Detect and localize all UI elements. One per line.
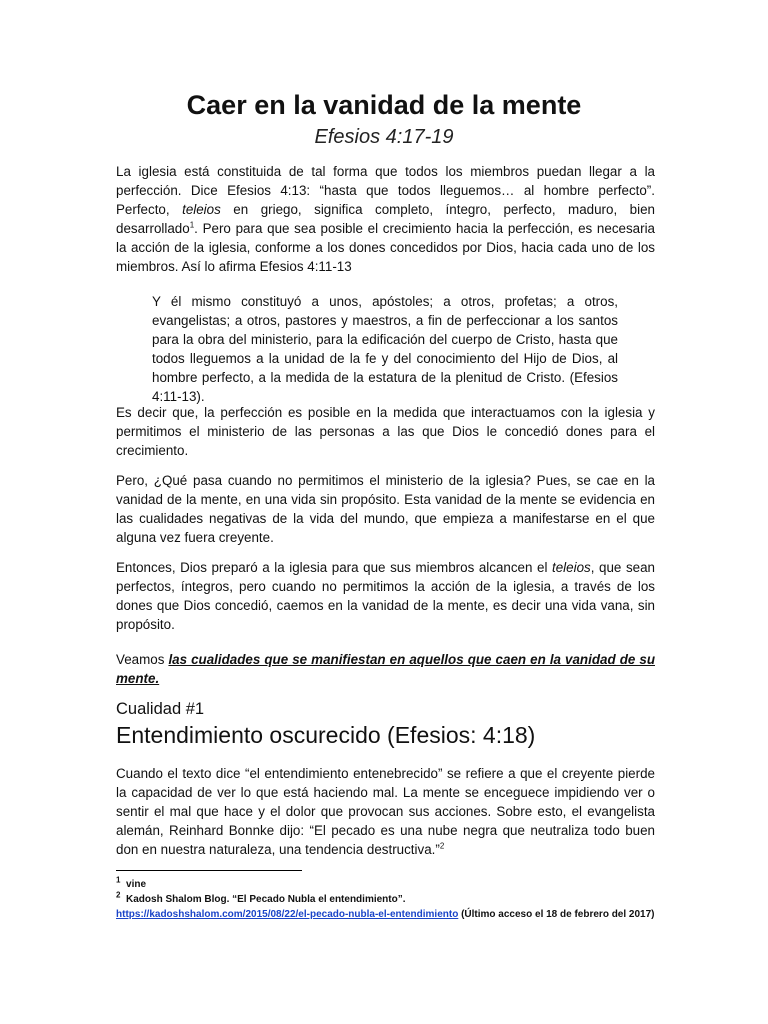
- footnote-1-number: 1: [116, 875, 121, 885]
- paragraph-intro-text-b: en griego, significa completo, íntegro, perfecto, maduro, bien desarrollado: [116, 202, 655, 236]
- footnote-1: [116, 877, 656, 892]
- footnote-divider: [116, 870, 302, 871]
- paragraph-intro-text-c: . Pero para que sea posible el crecimiento hacia la perfección, es necesaria la acción de la iglesia, conforme a los dones concedidos por Dios, hacia cada uno de los miembros. Así lo afirma Efesios 4:11-13: [116, 221, 655, 274]
- paragraph-2: Es decir que, la perfección es posible en la medida que interactuamos con la iglesia y permitimos el ministerio de las personas a las que Dios le concedió dones para el crecimiento.: [116, 405, 655, 458]
- footnote-1-text: vine: [126, 879, 147, 890]
- paragraph-4: [116, 558, 655, 634]
- paragraph-intro: [116, 162, 655, 276]
- paragraph-6: [116, 764, 655, 859]
- paragraph-4-emphasis: teleios: [552, 560, 591, 575]
- footnote-2-text: Kadosh Shalom Blog. “El Pecado Nubla el entendimiento”.: [126, 894, 406, 905]
- footnote-2-number: 2: [116, 890, 121, 900]
- page-title: Caer en la vanidad de la mente: [186, 90, 582, 120]
- scripture-quote: Y él mismo constituyó a unos, apóstoles; a otros, profetas; a otros, evangelistas; a otros, pastores y maestros, a fin de perfeccionar a los santos para la obra del ministerio, para la edificación del cuerpo de Cristo, hasta que todos lleguemos a la unidad de la fe y del conocimiento del Hijo de Dios, al hombre perfecto, a la medida de la estatura de la plenitud de Cristo. (Efesios 4:11-13).: [152, 294, 618, 404]
- paragraph-5-text: Veamos: [116, 652, 169, 667]
- footnote-2-url[interactable]: https://kadoshshalom.com/2015/08/22/el-pecado-nubla-el-entendimiento: [116, 909, 459, 920]
- section-heading: Entendimiento oscurecido (Efesios: 4:18): [116, 722, 536, 748]
- paragraph-intro-text-a: La iglesia está constituida de tal forma que todos los miembros puedan llegar a la perfección. Dice Efesios 4:13: “hasta que todos lleguemos… al hombre perfecto”. Perfecto,: [116, 164, 655, 217]
- section-label: Cualidad #1: [116, 700, 205, 718]
- paragraph-3: Pero, ¿Qué pasa cuando no permitimos el ministerio de la iglesia? Pues, se cae en la vanidad de la mente, en una vida sin propósito. Esta vanidad de la mente se evidencia en las cualidades negativas de la vida del mundo, que empieza a manifestarse en el que alguna vez fuera creyente.: [116, 473, 655, 545]
- paragraph-4-text-b: , que sean perfectos, íntegros, pero cuando no permitimos la acción de la iglesia, a través de los dones que Dios concedió, caemos en la vanidad de la mente, es decir una vida vana, sin propósito.: [116, 560, 655, 632]
- footnote-ref-2[interactable]: 2: [439, 841, 445, 851]
- footnote-2-access-date: (Último acceso el 18 de febrero del 2017): [458, 909, 655, 920]
- paragraph-4-text-a: Entonces, Dios preparó a la iglesia para que sus miembros alcancen el: [116, 560, 553, 575]
- qualities-link[interactable]: las cualidades que se manifiestan en aquellos que caen en la vanidad de su mente.: [116, 652, 655, 686]
- paragraph-intro-emphasis: teleios: [182, 202, 221, 217]
- page-subtitle: Efesios 4:17-19: [314, 126, 454, 148]
- paragraph-5: [116, 650, 655, 688]
- footnote-ref-1[interactable]: 1: [189, 220, 195, 230]
- paragraph-6-text: Cuando el texto dice “el entendimiento entenebrecido” se refiere a que el creyente pierde la capacidad de ver lo que está haciendo mal. La mente se enceguece impidiendo ver o sentir el mal que hace y el dolor que provocan sus acciones. Sobre esto, el evangelista alemán, Reinhard Bonnke dijo: “El pecado es una nube negra que neutraliza todo buen don en nuestra naturaleza, una tendencia destructiva.”: [116, 766, 655, 857]
- footnote-2: [116, 892, 656, 922]
